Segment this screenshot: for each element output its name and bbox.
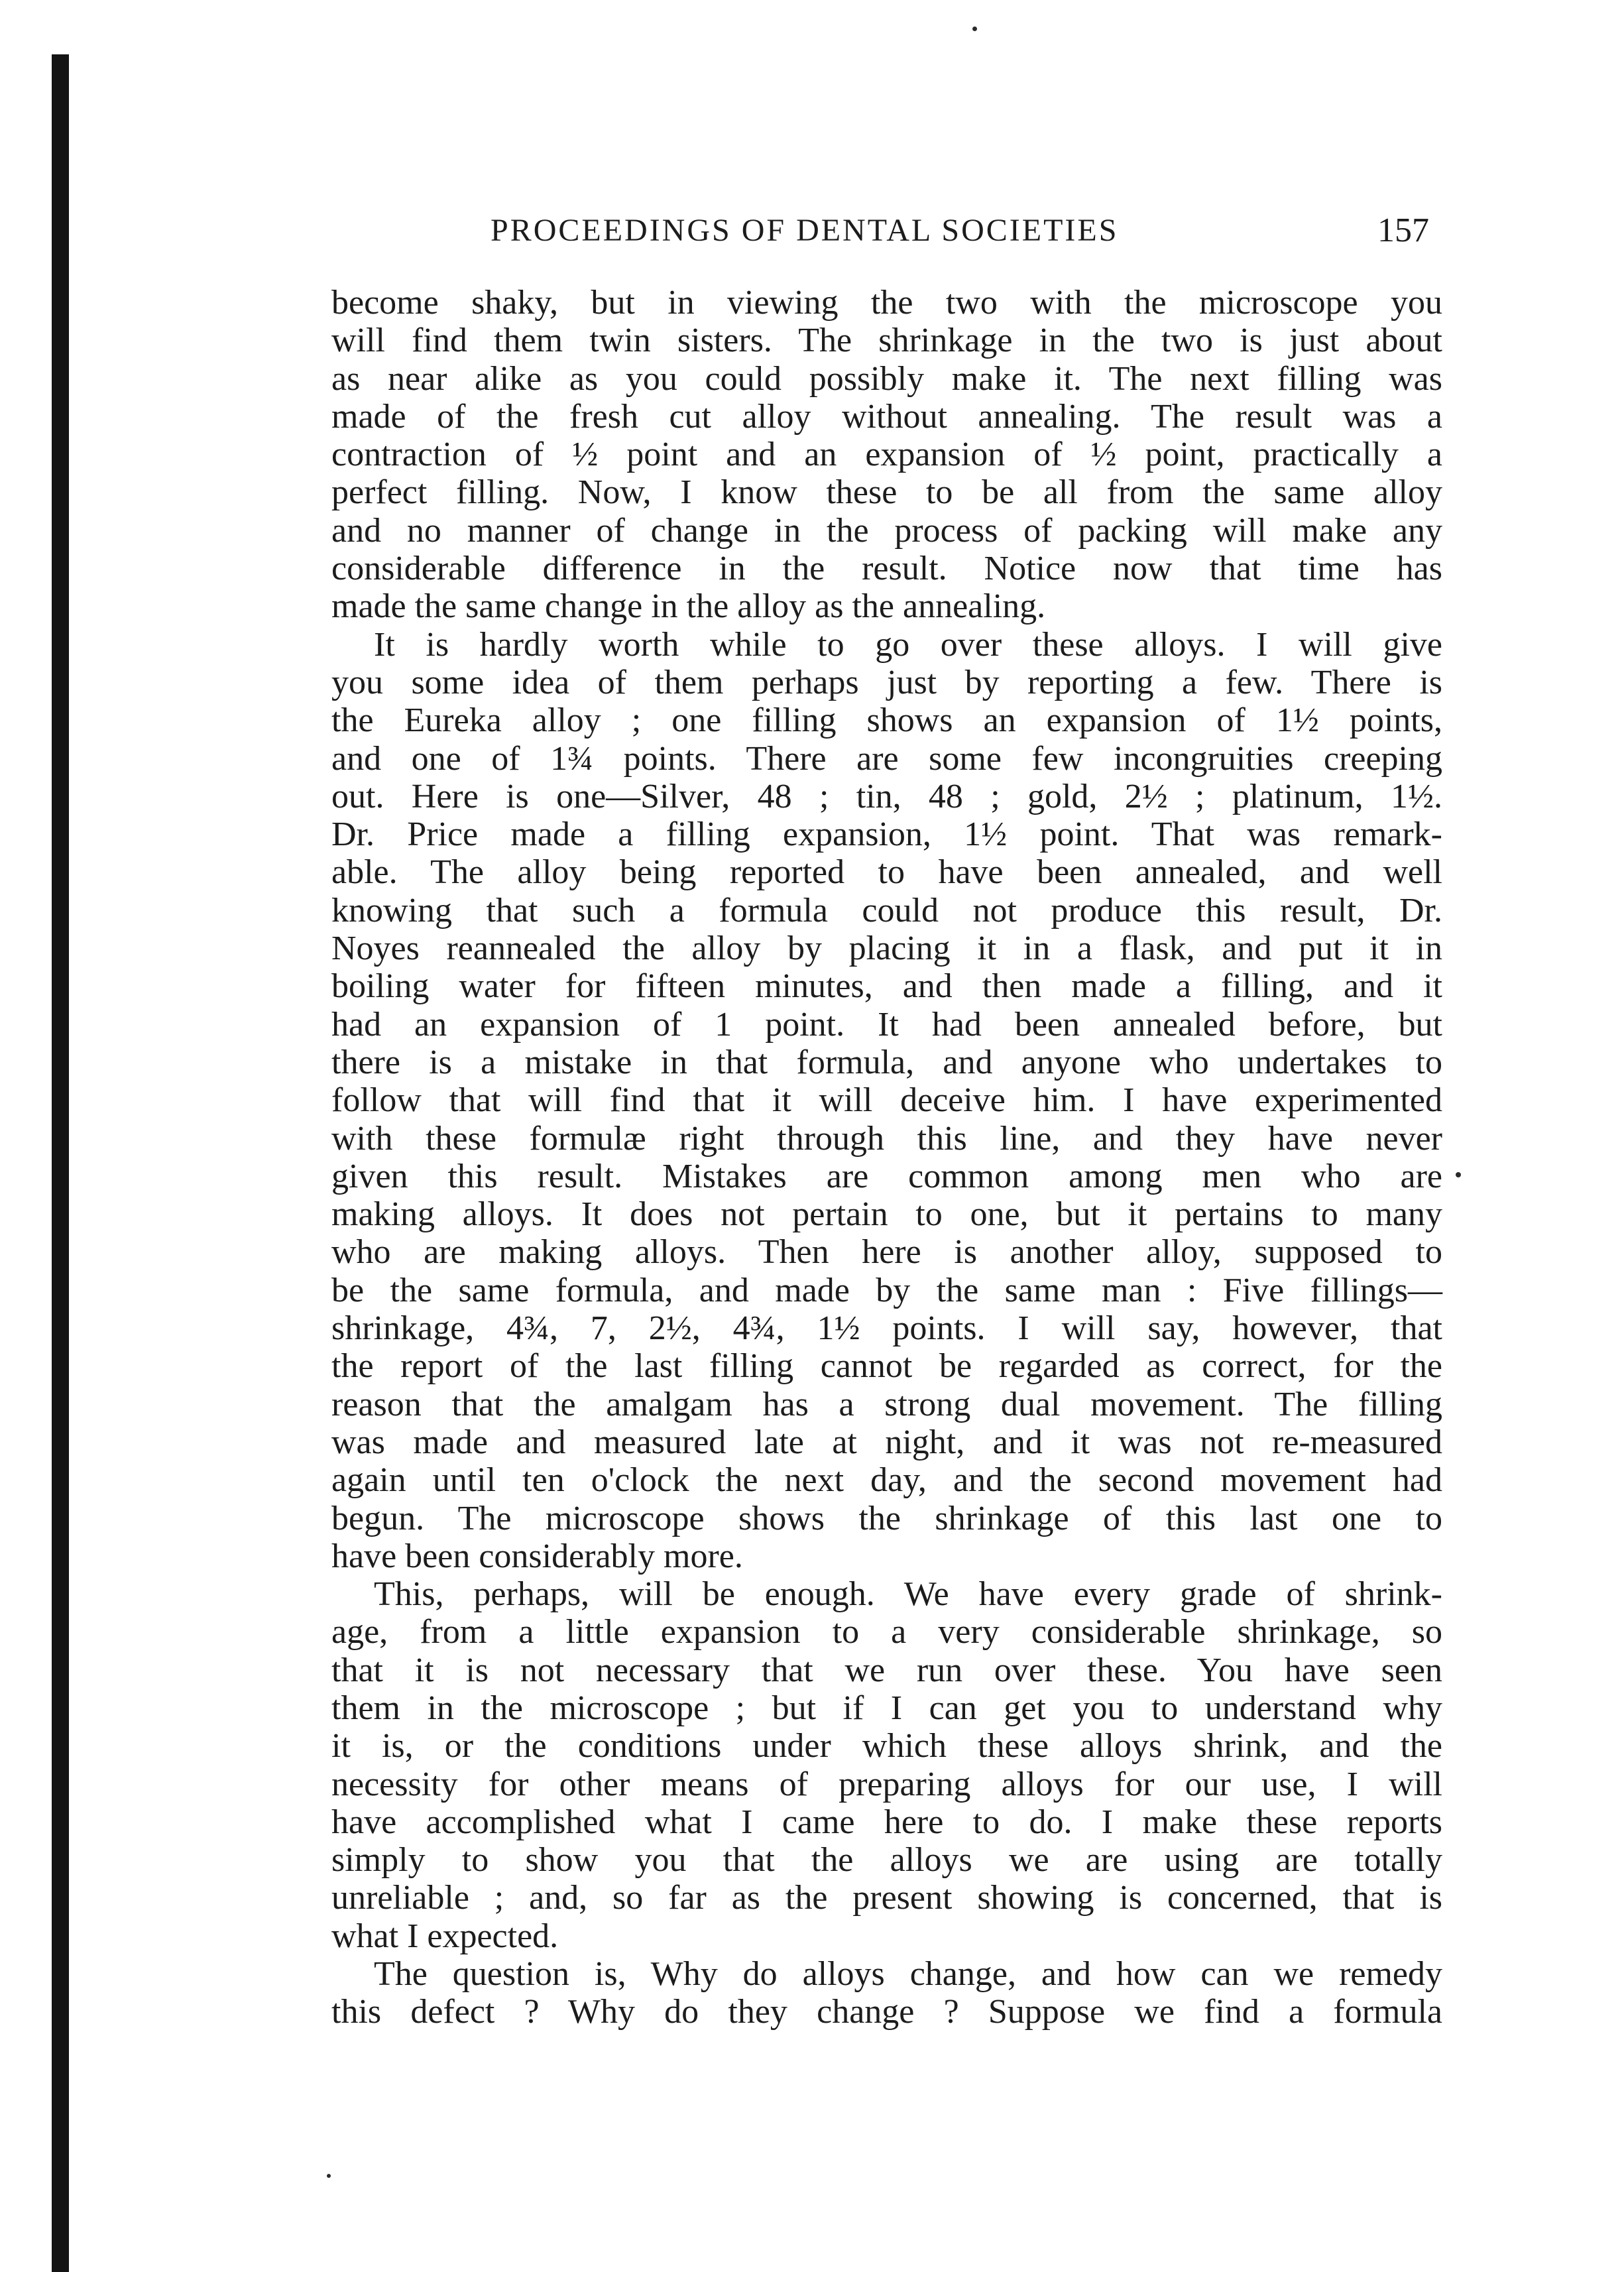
text-line: It is hardly worth while to go over these alloys. I will give <box>374 625 1442 664</box>
text-line: unreliable ; and, so far as the present showing is concerned, that is <box>331 1879 1442 1917</box>
text-line: necessity for other means of preparing alloys for our use, I will <box>331 1765 1442 1803</box>
text-line: who are making alloys. Then here is another alloy, supposed to <box>331 1233 1442 1272</box>
text-line: and one of 1¾ points. There are some few incongruities creeping <box>331 739 1442 778</box>
page-number: 157 <box>1377 211 1429 249</box>
scan-speck-right <box>1456 1172 1461 1177</box>
text-line: age, from a little expansion to a very considerable shrinkage, so <box>331 1613 1442 1651</box>
text-line: the report of the last filling cannot be regarded as correct, for the <box>331 1347 1442 1386</box>
text-line: them in the microscope ; but if I can get you to understand why <box>331 1689 1442 1727</box>
scan-speck-top <box>972 27 977 31</box>
text-line: the Eureka alloy ; one filling shows an expansion of 1½ points, <box>331 701 1442 740</box>
text-line: knowing that such a formula could not produce this result, Dr. <box>331 891 1442 929</box>
page-header <box>331 199 1445 259</box>
text-line: considerable difference in the result. Notice now that time has <box>331 550 1442 588</box>
text-line: there is a mistake in that formula, and anyone who undertakes to <box>331 1043 1442 1081</box>
text-line: with these formulæ right through this line, and they have never <box>331 1119 1442 1158</box>
text-line: and no manner of change in the process of packing will make any <box>331 511 1442 550</box>
text-line: made of the fresh cut alloy without annealing. The result was a <box>331 397 1442 436</box>
text-line: have accomplished what I came here to do. I make these reports <box>331 1803 1442 1841</box>
text-line: this defect ? Why do they change ? Suppose we find a formula <box>331 1993 1442 2031</box>
text-line: able. The alloy being reported to have been annealed, and well <box>331 853 1442 892</box>
text-line: boiling water for fifteen minutes, and then made a filling, and it <box>331 967 1442 1006</box>
text-line: as near alike as you could possibly make it. The next filling was <box>331 359 1442 398</box>
text-line: out. Here is one—Silver, 48 ; tin, 48 ; gold, 2½ ; platinum, 1½. <box>331 777 1442 815</box>
text-line: was made and measured late at night, and it was not re-measured <box>331 1423 1442 1461</box>
text-line: given this result. Mistakes are common among men who are <box>331 1157 1442 1195</box>
text-line: will find them twin sisters. The shrinkage in the two is just about <box>331 322 1442 360</box>
text-line: simply to show you that the alloys we are using are totally <box>331 1841 1442 1880</box>
text-line: begun. The microscope shows the shrinkage of this last one to <box>331 1499 1442 1537</box>
text-line: Noyes reannealed the alloy by placing it in a flask, and put it in <box>331 929 1442 968</box>
text-line: it is, or the conditions under which these alloys shrink, and the <box>331 1727 1442 1765</box>
text-line: Dr. Price made a filling expansion, 1½ point. That was remark- <box>331 815 1442 854</box>
text-line: become shaky, but in viewing the two with the microscope you <box>331 284 1442 322</box>
text-line: that it is not necessary that we run over these. You have seen <box>331 1651 1442 1689</box>
text-line: you some idea of them perhaps just by reporting a few. There is <box>331 663 1442 701</box>
scan-speck-bottom <box>327 2174 331 2178</box>
text-line: This, perhaps, will be enough. We have every grade of shrink- <box>374 1575 1442 1614</box>
book-spine-shadow <box>52 54 69 2272</box>
text-line: what I expected. <box>331 1917 559 1955</box>
text-line: shrinkage, 4¾, 7, 2½, 4¾, 1½ points. I will say, however, that <box>331 1309 1442 1348</box>
text-line: be the same formula, and made by the same man : Five fillings— <box>331 1271 1442 1309</box>
text-line: had an expansion of 1 point. It had been annealed before, but <box>331 1005 1442 1044</box>
text-line: made the same change in the alloy as the annealing. <box>331 587 1046 626</box>
text-line: follow that will find that it will deceive him. I have experimented <box>331 1081 1442 1120</box>
text-line: reason that the amalgam has a strong dual movement. The filling <box>331 1385 1442 1423</box>
body-text <box>331 284 1442 2031</box>
text-line: contraction of ½ point and an expansion of ½ point, practically a <box>331 436 1442 474</box>
text-line: making alloys. It does not pertain to one, but it pertains to many <box>331 1195 1442 1234</box>
text-line: perfect filling. Now, I know these to be all from the same alloy <box>331 473 1442 512</box>
running-head: PROCEEDINGS OF DENTAL SOCIETIES <box>491 213 1119 248</box>
text-line: again until ten o'clock the next day, and the second movement had <box>331 1461 1442 1500</box>
text-line: have been considerably more. <box>331 1537 743 1575</box>
text-line: The question is, Why do alloys change, and how can we remedy <box>374 1955 1442 1994</box>
